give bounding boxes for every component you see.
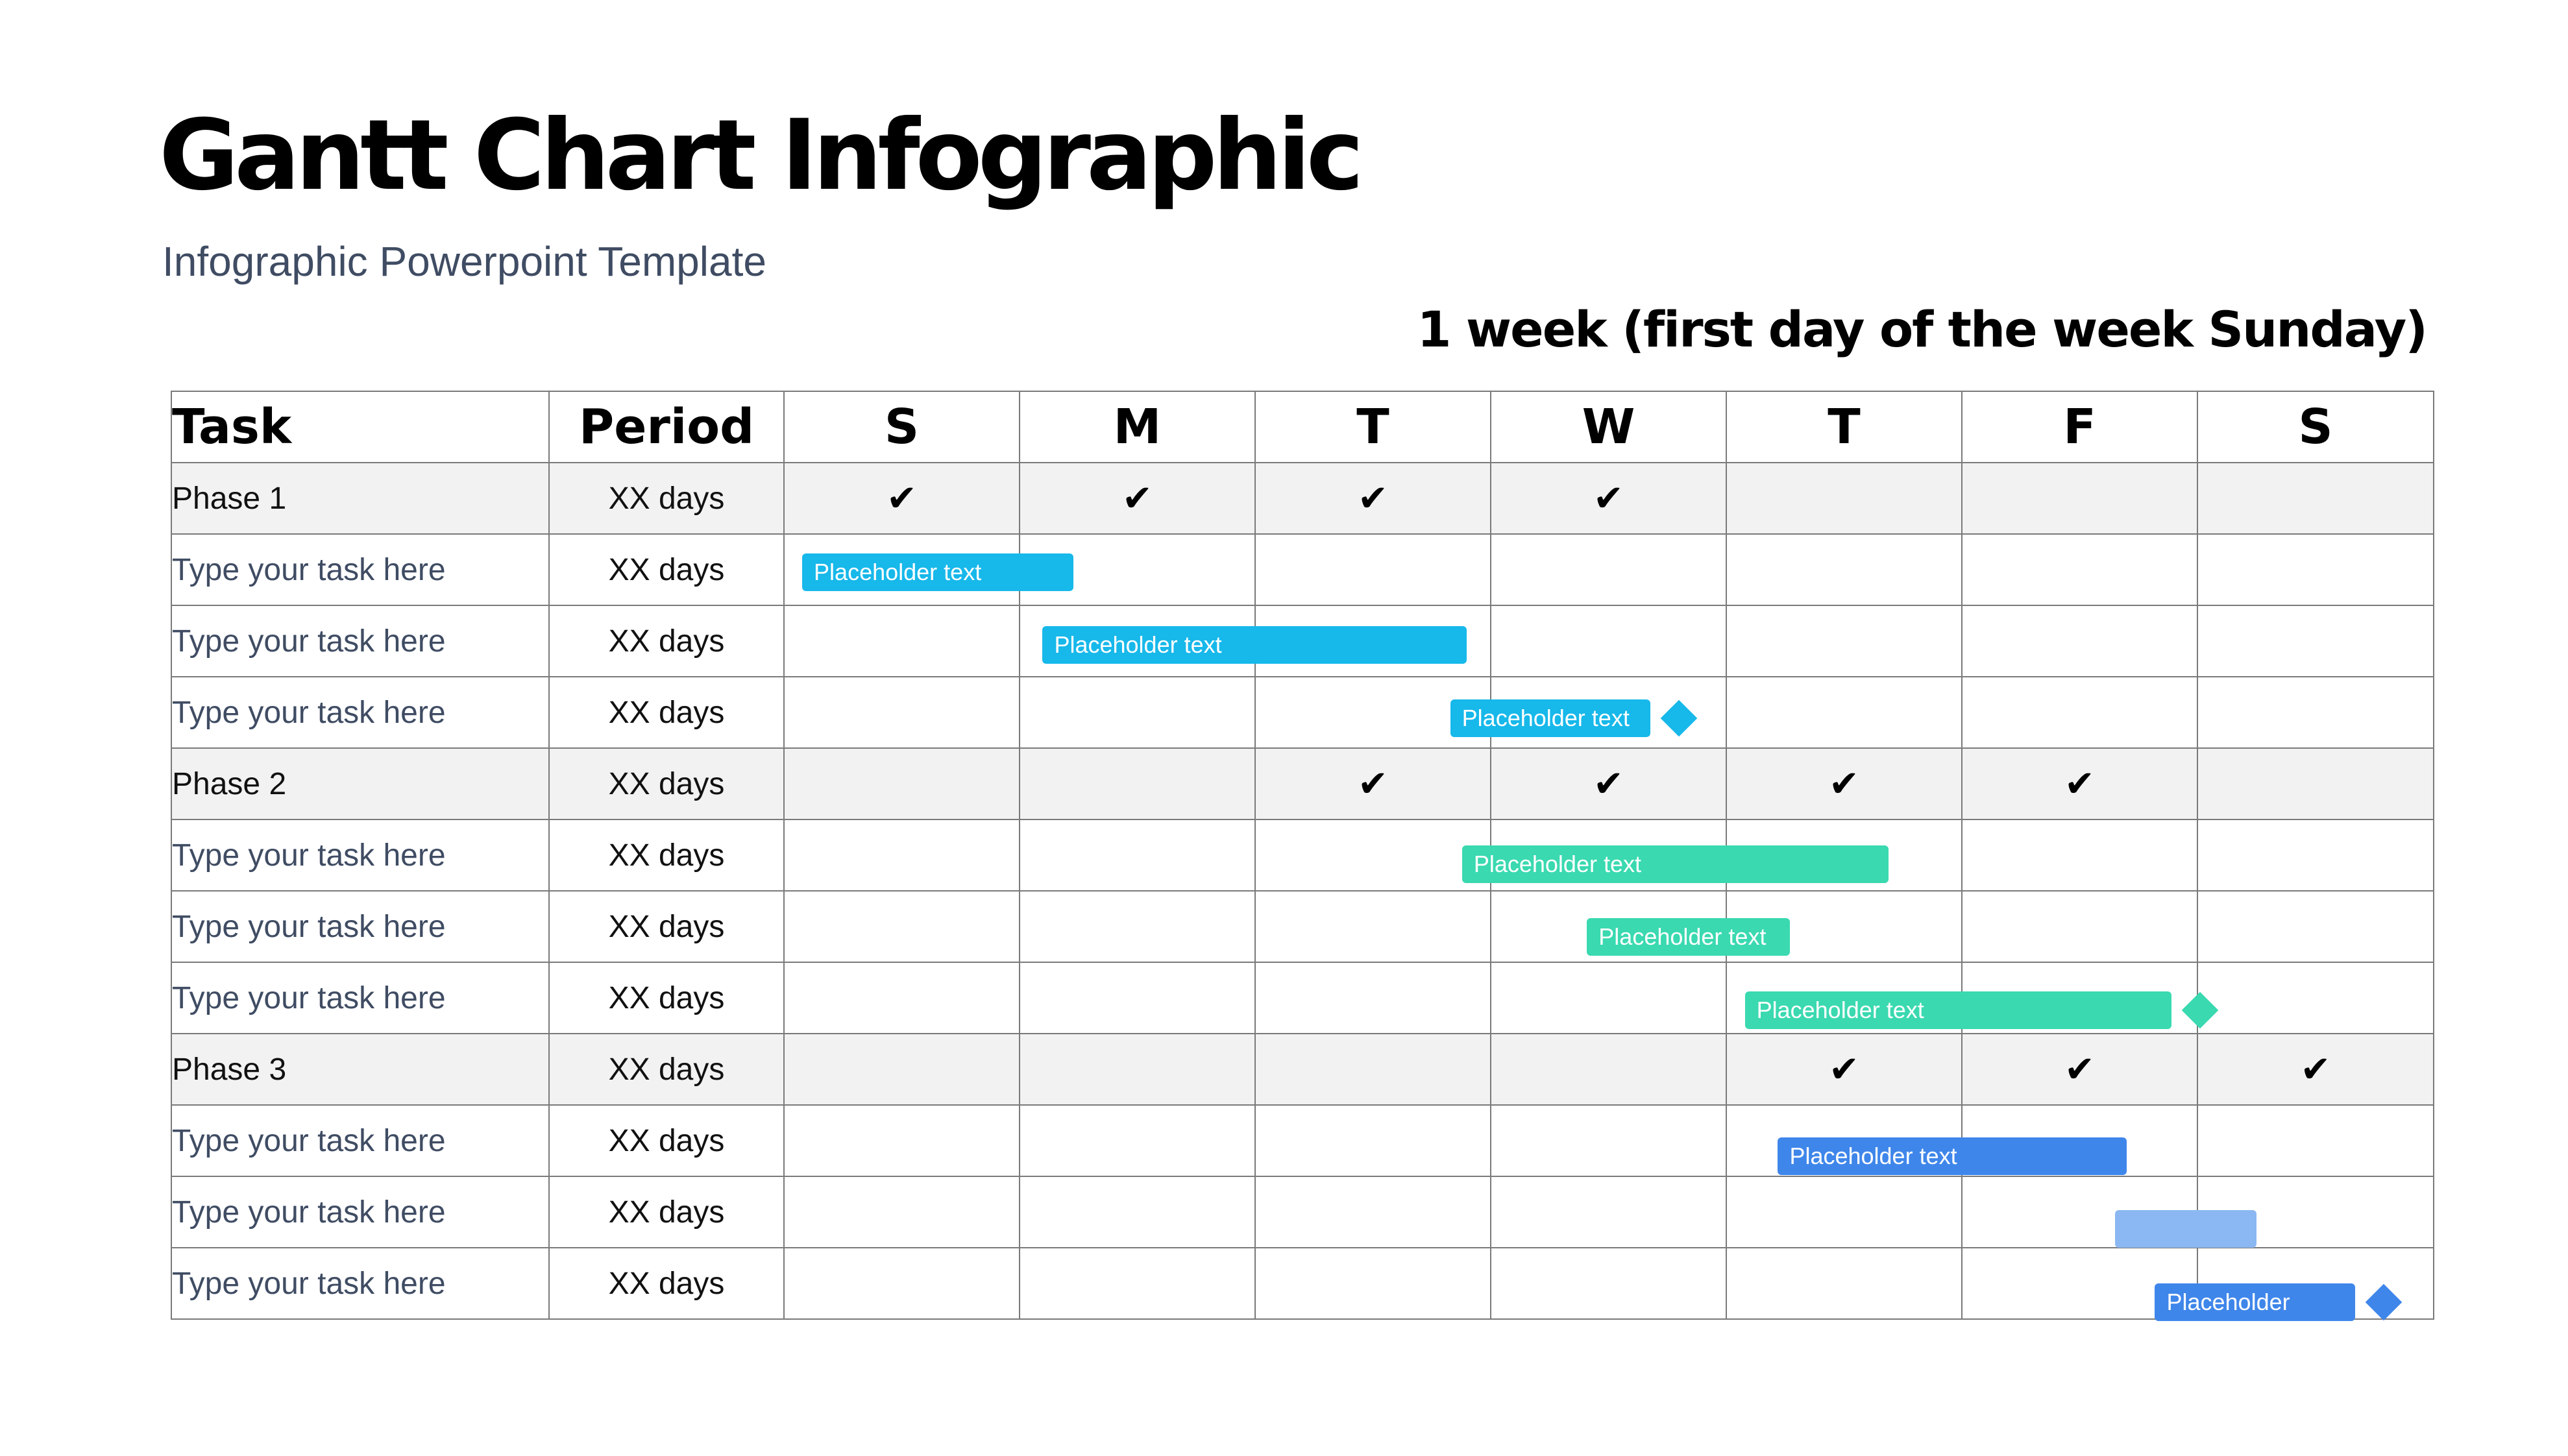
task-column-header: Task xyxy=(171,391,549,463)
checkmark-icon: ✔ xyxy=(1593,478,1624,518)
day-cell xyxy=(784,1248,1020,1319)
task-row xyxy=(171,534,2434,605)
day-cell xyxy=(1491,1176,1726,1248)
day-cell xyxy=(1726,1176,1962,1248)
day-cell xyxy=(1962,463,2197,534)
day-cell xyxy=(1491,1034,1726,1105)
week-label: 1 week (first day of the week Sunday) xyxy=(1417,300,2427,358)
day-cell xyxy=(1255,1248,1491,1319)
period-column-header: Period xyxy=(549,391,784,463)
phase-row xyxy=(171,463,2434,534)
task-name[interactable]: Type your task here xyxy=(171,1248,549,1319)
task-bar[interactable]: Placeholder text xyxy=(1745,991,2171,1029)
checkmark-icon: ✔ xyxy=(1358,763,1388,804)
day-cell xyxy=(784,605,1020,677)
day-cell xyxy=(784,1176,1020,1248)
task-name[interactable]: Type your task here xyxy=(171,1105,549,1176)
task-name[interactable]: Type your task here xyxy=(171,605,549,677)
day-cell xyxy=(1255,819,1491,891)
day-cell xyxy=(784,677,1020,748)
task-row xyxy=(171,1176,2434,1248)
day-cell xyxy=(1020,819,1255,891)
day-cell xyxy=(1020,1105,1255,1176)
page-subtitle: Infographic Powerpoint Template xyxy=(162,238,766,285)
day-cell xyxy=(1726,463,1962,534)
period-value[interactable]: XX days xyxy=(549,463,784,534)
day-cell xyxy=(2197,605,2434,677)
day-cell xyxy=(1255,962,1491,1034)
day-cell xyxy=(1962,677,2197,748)
phase-name[interactable]: Phase 2 xyxy=(171,748,549,819)
day-cell xyxy=(784,962,1020,1034)
period-value[interactable]: XX days xyxy=(549,891,784,962)
day-cell xyxy=(784,1105,1020,1176)
day-cell xyxy=(1020,891,1255,962)
day-cell xyxy=(784,748,1020,819)
day-cell xyxy=(1255,748,1491,819)
day-cell xyxy=(1726,605,1962,677)
period-value[interactable]: XX days xyxy=(549,748,784,819)
day-cell xyxy=(2197,891,2434,962)
checkmark-icon: ✔ xyxy=(1829,1049,1859,1089)
task-bar[interactable]: Placeholder text xyxy=(1042,626,1467,664)
checkmark-icon: ✔ xyxy=(1593,763,1624,804)
day-cell xyxy=(1726,534,1962,605)
day-cell xyxy=(1962,534,2197,605)
day-cell xyxy=(1962,1034,2197,1105)
day-cell xyxy=(1491,605,1726,677)
day-cell xyxy=(2197,463,2434,534)
day-cell xyxy=(1020,1176,1255,1248)
task-bar[interactable]: Placeholder text xyxy=(1778,1137,2126,1175)
task-name[interactable]: Type your task here xyxy=(171,891,549,962)
checkmark-icon: ✔ xyxy=(2300,1049,2331,1089)
day-cell xyxy=(784,891,1020,962)
day-header-sun: S xyxy=(784,391,1020,463)
gantt-table xyxy=(171,391,2434,1320)
period-value[interactable]: XX days xyxy=(549,605,784,677)
day-cell xyxy=(784,819,1020,891)
period-value[interactable]: XX days xyxy=(549,1248,784,1319)
day-cell xyxy=(1491,463,1726,534)
day-cell xyxy=(1255,463,1491,534)
task-name[interactable]: Type your task here xyxy=(171,534,549,605)
day-cell xyxy=(1491,534,1726,605)
checkmark-icon: ✔ xyxy=(887,478,917,518)
header-row xyxy=(171,391,2434,463)
task-bar[interactable]: Placeholder text xyxy=(1450,699,1651,737)
day-cell xyxy=(1020,1248,1255,1319)
task-row xyxy=(171,819,2434,891)
checkmark-icon: ✔ xyxy=(2064,763,2095,804)
period-value[interactable]: XX days xyxy=(549,1176,784,1248)
day-header-fri: F xyxy=(1962,391,2197,463)
day-cell xyxy=(1491,748,1726,819)
day-header-tue: T xyxy=(1255,391,1491,463)
day-cell xyxy=(1962,748,2197,819)
day-cell xyxy=(1491,962,1726,1034)
day-cell xyxy=(1255,1105,1491,1176)
checkmark-icon: ✔ xyxy=(1122,478,1153,518)
day-cell xyxy=(1020,748,1255,819)
phase-row xyxy=(171,1034,2434,1105)
task-bar[interactable]: Placeholder text xyxy=(1587,918,1789,956)
phase-name[interactable]: Phase 1 xyxy=(171,463,549,534)
day-cell xyxy=(1726,1248,1962,1319)
day-header-sat: S xyxy=(2197,391,2434,463)
day-cell xyxy=(1726,677,1962,748)
task-name[interactable]: Type your task here xyxy=(171,677,549,748)
day-header-thu: T xyxy=(1726,391,1962,463)
day-cell xyxy=(1255,534,1491,605)
day-cell xyxy=(2197,748,2434,819)
day-cell xyxy=(1255,1176,1491,1248)
day-cell xyxy=(1020,677,1255,748)
day-cell xyxy=(1726,1034,1962,1105)
period-value[interactable]: XX days xyxy=(549,677,784,748)
day-cell xyxy=(784,1034,1020,1105)
task-bar[interactable]: Placeholder xyxy=(2155,1283,2355,1321)
period-value[interactable]: XX days xyxy=(549,819,784,891)
task-bar[interactable]: Placeholder text xyxy=(802,553,1073,591)
day-cell xyxy=(784,463,1020,534)
task-row xyxy=(171,891,2434,962)
day-cell xyxy=(1255,1034,1491,1105)
day-cell xyxy=(2197,1105,2434,1176)
day-cell xyxy=(2197,677,2434,748)
day-cell xyxy=(1020,1034,1255,1105)
day-header-wed: W xyxy=(1491,391,1726,463)
gantt-chart xyxy=(171,391,2434,1320)
page-title: Gantt Chart Infographic xyxy=(159,99,1360,212)
checkmark-icon: ✔ xyxy=(1358,478,1388,518)
day-cell xyxy=(1962,605,2197,677)
day-cell xyxy=(1962,819,2197,891)
task-bar[interactable] xyxy=(2115,1210,2256,1248)
day-cell xyxy=(1491,1248,1726,1319)
day-header-mon: M xyxy=(1020,391,1255,463)
period-value[interactable]: XX days xyxy=(549,962,784,1034)
day-cell xyxy=(1020,962,1255,1034)
day-cell xyxy=(1726,748,1962,819)
task-bar[interactable]: Placeholder text xyxy=(1462,845,1889,883)
day-cell xyxy=(2197,1034,2434,1105)
checkmark-icon: ✔ xyxy=(2064,1049,2095,1089)
task-row xyxy=(171,677,2434,748)
task-name[interactable]: Type your task here xyxy=(171,1176,549,1248)
day-cell xyxy=(1255,891,1491,962)
day-cell xyxy=(2197,534,2434,605)
day-cell xyxy=(1491,1105,1726,1176)
period-value[interactable]: XX days xyxy=(549,1034,784,1105)
day-cell xyxy=(1962,891,2197,962)
day-cell xyxy=(1020,463,1255,534)
day-cell xyxy=(2197,819,2434,891)
period-value[interactable]: XX days xyxy=(549,1105,784,1176)
period-value[interactable]: XX days xyxy=(549,534,784,605)
task-row xyxy=(171,1248,2434,1319)
phase-name[interactable]: Phase 3 xyxy=(171,1034,549,1105)
day-cell xyxy=(2197,962,2434,1034)
task-name[interactable]: Type your task here xyxy=(171,819,549,891)
checkmark-icon: ✔ xyxy=(1829,763,1859,804)
phase-row xyxy=(171,748,2434,819)
task-name[interactable]: Type your task here xyxy=(171,962,549,1034)
